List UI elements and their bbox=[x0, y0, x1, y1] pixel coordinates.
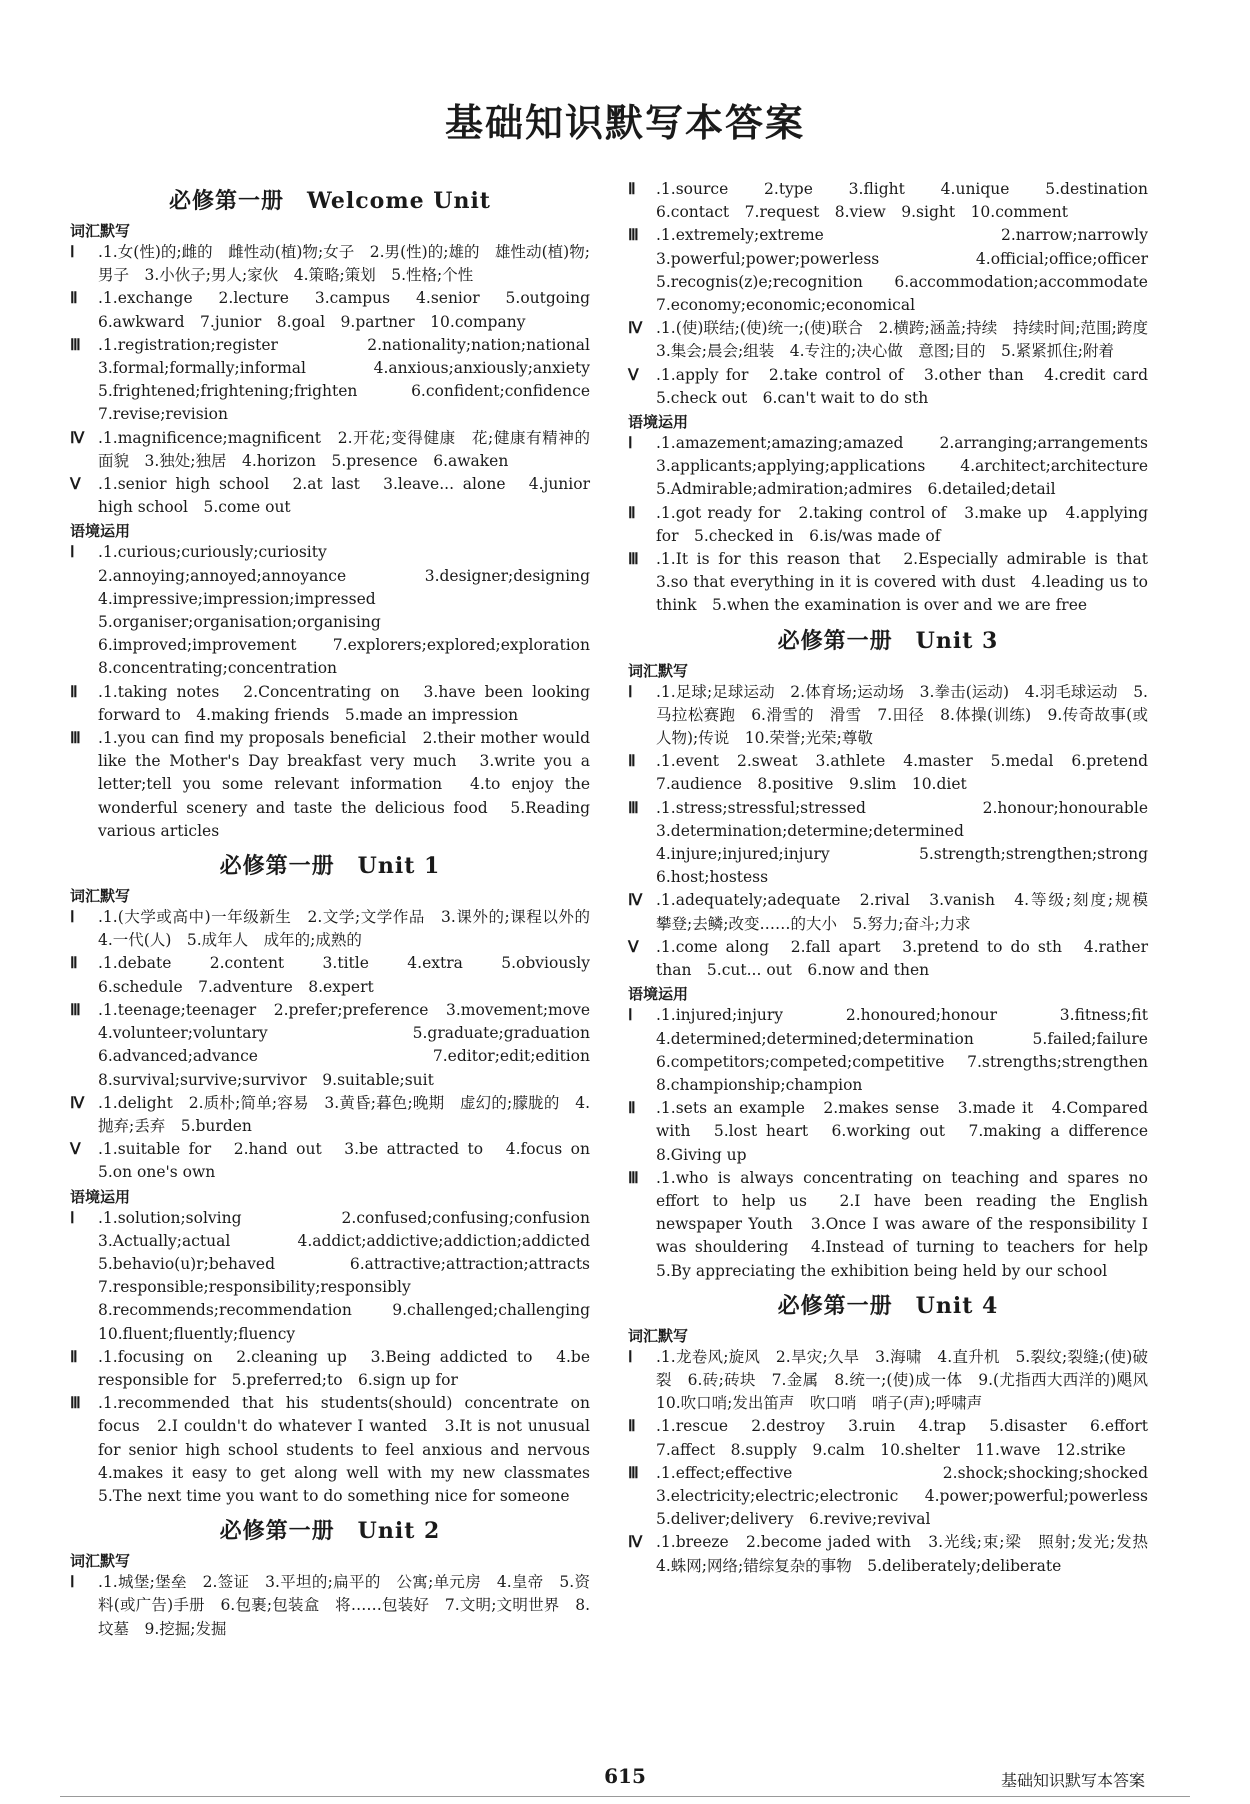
answer-entry bbox=[628, 1531, 1164, 1577]
entry-number: Ⅲ bbox=[70, 336, 81, 354]
answer-entry bbox=[628, 750, 1164, 796]
section-title: 必修第一册 Welcome Unit bbox=[169, 188, 491, 214]
entry-text: .1.event 2.sweat 3.athlete 4.master 5.medal 6.pretend 7.audience 8.positive 9.slim 10.diet bbox=[656, 752, 1164, 794]
entry-number: Ⅳ bbox=[628, 1534, 643, 1552]
footer-rule bbox=[60, 1796, 1190, 1797]
answer-entry bbox=[70, 1571, 590, 1641]
right-column bbox=[628, 178, 1164, 1578]
answer-entry bbox=[628, 432, 1164, 502]
entry-text: .1.龙卷风;旋风 2.旱灾;久旱 3.海啸 4.直升机 5.裂纹;裂缝;(使)破裂 6.砖;砖块 7.金属 8.统一;(使)成一体 9.(尤指西大西洋的)飓风 10.吹口哨;发出笛声 吹口哨 哨子(声);呼啸声 bbox=[656, 1347, 1164, 1413]
entry-text: .1.taking notes 2.Concentrating on 3.have been looking forward to 4.making friends 5.made an impression bbox=[98, 682, 590, 724]
entry-text: .1.got ready for 2.taking control of 3.make up 4.applying for 5.checked in 6.is/was made of bbox=[656, 503, 1148, 545]
answer-entry bbox=[628, 936, 1148, 982]
answer-entry bbox=[70, 1207, 606, 1346]
answer-entry bbox=[70, 952, 606, 998]
entry-number: Ⅰ bbox=[628, 1348, 633, 1366]
entry-text: .1.effect;effective 2.shock;shocking;shocked 3.electricity;electric;electronic 4.power;powerful;powerless 5.deliver;delivery 6.revive;revival bbox=[656, 1463, 1164, 1529]
entry-number: Ⅲ bbox=[628, 1169, 639, 1187]
page-title: 基础知识默写本答案 bbox=[444, 100, 805, 145]
subsection-label: 词汇默写 bbox=[70, 887, 131, 906]
entry-number: Ⅱ bbox=[70, 290, 78, 308]
entry-text: .1.injured;injury 2.honoured;honour 3.fitness;fit 4.determined;determined;determination 5.failed;failure 6.competitors;competed;competitive 7.strengths;strengthen 8.championship;champion bbox=[656, 1006, 1164, 1094]
answer-entry bbox=[628, 1346, 1164, 1416]
entry-text: .1.城堡;堡垒 2.签证 3.平坦的;扁平的 公寓;单元房 4.皇帝 5.资料(或广告)手册 6.包裹;包装盒 将……包装好 7.文明;文明世界 8.坟墓 9.挖掘;发掘 bbox=[98, 1573, 590, 1638]
entry-text: .1.足球;足球运动 2.体育场;运动场 3.拳击(运动) 4.羽毛球运动 5.马拉松赛跑 6.滑雪的 滑雪 7.田径 8.体操(训练) 9.传奇故事(或人物);传说 10.荣誉;光荣;尊敬 bbox=[656, 682, 1148, 748]
section-title: 必修第一册 Unit 2 bbox=[219, 1518, 441, 1545]
entry-number: Ⅰ bbox=[628, 1007, 633, 1025]
answer-entry bbox=[628, 1167, 1164, 1283]
entry-number: Ⅰ bbox=[70, 909, 75, 927]
entry-text: .1.apply for 2.take control of 3.other than 4.credit card 5.check out 6.can't wait to do sth bbox=[656, 365, 1164, 407]
left-column bbox=[70, 178, 606, 1641]
answer-entry bbox=[628, 548, 1164, 618]
entry-text: .1.teenage;teenager 2.prefer;preference 3.movement;move 4.volunteer;voluntary 5.graduate;graduation 6.advanced;advance 7.editor;edit;edition 8.survival;survive;survivor 9.suitable;suit bbox=[98, 1000, 606, 1089]
answer-entry bbox=[628, 502, 1148, 548]
section-title: 必修第一册 Unit 4 bbox=[777, 1292, 999, 1319]
answer-entry bbox=[70, 999, 606, 1092]
answer-entry bbox=[628, 1462, 1164, 1532]
entry-number: Ⅲ bbox=[628, 1464, 639, 1482]
entry-number: Ⅱ bbox=[628, 504, 636, 522]
entry-number: Ⅲ bbox=[628, 227, 639, 245]
entry-text: .1.curious;curiously;curiosity 2.annoying;annoyed;annoyance 3.designer;designing 4.impressive;impression;impressed 5.organiser;organisation;organising 6.improved;improvement 7.explorers;explored;exploration 8.concentrating;concentration bbox=[98, 543, 606, 678]
entry-number: Ⅰ bbox=[70, 544, 75, 562]
entry-number: Ⅱ bbox=[628, 1418, 636, 1436]
answer-entry bbox=[70, 1138, 606, 1184]
subsection-label: 词汇默写 bbox=[628, 1326, 689, 1345]
entry-number: Ⅱ bbox=[70, 1348, 78, 1366]
section-title: 必修第一册 Unit 3 bbox=[777, 627, 999, 654]
subsection-label: 语境运用 bbox=[628, 413, 689, 432]
subsection-label: 词汇默写 bbox=[70, 222, 131, 240]
entry-text: .1.focusing on 2.cleaning up 3.Being addicted to 4.be responsible for 5.preferred;to 6.sign up for bbox=[98, 1347, 590, 1389]
answer-entry bbox=[70, 1392, 606, 1508]
entry-text: .1.It is for this reason that 2.Especially admirable is that 3.so that everything in it is covered with dust 4.leading us to think 5.when the examination is over and we are free bbox=[656, 550, 1164, 615]
entry-text: .1.extremely;extreme 2.narrow;narrowly 3.powerful;power;powerless 4.official;office;officer 5.recognis(z)e;recognition 6.accommodation;accommodate 7.economy;economic;economical bbox=[656, 226, 1164, 315]
entry-text: .1.exchange 2.lecture 3.campus 4.senior 5.outgoing 6.awkward 7.junior 8.goal 9.partner 10.company bbox=[98, 289, 606, 331]
entry-number: Ⅲ bbox=[628, 551, 639, 569]
entry-number: Ⅰ bbox=[70, 1574, 75, 1592]
entry-number: Ⅰ bbox=[628, 683, 633, 701]
entry-text: .1.debate 2.content 3.title 4.extra 5.obviously 6.schedule 7.adventure 8.expert bbox=[98, 954, 606, 996]
entry-text: .1.solution;solving 2.confused;confusing;confusion 3.Actually;actual 4.addict;addictive;addiction;addicted 5.behavio(u)r;behaved 6.attractive;attraction;attracts 7.responsible;responsibility;responsibly 8.recommends;recommendation 9.challenged;challenging 10.fluent;fluently;fluency bbox=[98, 1208, 606, 1343]
entry-number: Ⅲ bbox=[70, 1001, 81, 1019]
entry-number: Ⅴ bbox=[628, 366, 639, 384]
answer-entry bbox=[628, 1004, 1164, 1097]
entry-number: Ⅳ bbox=[628, 892, 643, 910]
answer-entry bbox=[70, 1346, 590, 1392]
entry-number: Ⅰ bbox=[628, 435, 633, 453]
entry-text: .1.senior high school 2.at last 3.leave... alone 4.junior high school 5.come out bbox=[98, 475, 590, 517]
entry-text: .1.rescue 2.destroy 3.ruin 4.trap 5.disaster 6.effort 7.affect 8.supply 9.calm 10.shelter 11.wave 12.strike bbox=[656, 1417, 1164, 1459]
entry-number: Ⅴ bbox=[70, 1141, 81, 1159]
entry-text: .1.stress;stressful;stressed 2.honour;honourable 3.determination;determine;determined 4.injure;injured;injury 5.strength;strengthen;strong 6.host;hostess bbox=[656, 798, 1164, 887]
subsection-label: 语境运用 bbox=[628, 985, 689, 1004]
entry-text: .1.registration;register 2.nationality;nation;national 3.formal;formally;informal 4.anxious;anxiously;anxiety 5.frightened;frightening;frighten 6.confident;confidence 7.revise;revision bbox=[98, 335, 606, 424]
entry-number: Ⅳ bbox=[70, 1094, 85, 1112]
section-title: 必修第一册 Unit 1 bbox=[219, 853, 441, 880]
entry-text: .1.(使)联结;(使)统一;(使)联合 2.横跨;涵盖;持续 持续时间;范围;跨度 3.集会;晨会;组装 4.专注的;决心做 意图;目的 5.紧紧抓住;附着 bbox=[656, 319, 1164, 361]
entry-number: Ⅳ bbox=[628, 320, 643, 338]
entry-text: .1.who is always concentrating on teaching and spares no effort to help us 2.I have been reading the English newspaper Youth 3.Once I was aware of the responsibility I was shouldering 4.Instead of turning to teachers for help 5.By appreciating the exhibition being held by our school bbox=[656, 1168, 1164, 1280]
entry-number: Ⅰ bbox=[70, 1209, 75, 1227]
entry-number: Ⅲ bbox=[70, 1395, 81, 1413]
entry-text: .1.suitable for 2.hand out 3.be attracted to 4.focus on 5.on one's own bbox=[98, 1140, 606, 1182]
entry-text: .1.source 2.type 3.flight 4.unique 5.destination 6.contact 7.request 8.view 9.sight 10.comment bbox=[656, 180, 1164, 222]
answer-entry bbox=[628, 317, 1164, 363]
answer-entry bbox=[628, 681, 1148, 751]
entry-number: Ⅲ bbox=[628, 799, 639, 817]
answer-entry bbox=[70, 473, 590, 519]
running-title: 基础知识默写本答案 bbox=[1000, 1771, 1145, 1790]
entry-text: .1.sets an example 2.makes sense 3.made it 4.Compared with 5.lost heart 6.working out 7.making a difference 8.Giving up bbox=[656, 1099, 1164, 1164]
entry-number: Ⅱ bbox=[628, 181, 636, 198]
answer-entry bbox=[628, 224, 1164, 317]
subsection-label: 语境运用 bbox=[70, 522, 131, 541]
answer-entry bbox=[628, 1097, 1164, 1167]
answer-entry bbox=[628, 364, 1164, 410]
entry-number: Ⅴ bbox=[70, 476, 81, 494]
entry-number: Ⅱ bbox=[628, 1100, 636, 1118]
answer-entry bbox=[70, 906, 606, 952]
entry-text: .1.delight 2.质朴;简单;容易 3.黄昏;暮色;晚期 虚幻的;朦胧的 4.抛弃;丢弃 5.burden bbox=[98, 1093, 590, 1135]
entry-text: .1.breeze 2.become jaded with 3.光线;束;梁 照射;发光;发热 4.蛛网;网络;错综复杂的事物 5.deliberately;deliberate bbox=[656, 1533, 1164, 1575]
entry-text: .1.女(性)的;雌的 雌性动(植)物;女子 2.男(性)的;雄的 雄性动(植)物;男子 3.小伙子;男人;家伙 4.策略;策划 5.性格;个性 bbox=[98, 243, 590, 285]
entry-number: Ⅳ bbox=[70, 429, 85, 447]
answer-entry bbox=[70, 541, 606, 680]
entry-text: .1.adequately;adequate 2.rival 3.vanish 4.等级;刻度;规模 攀登;去鳞;改变……的大小 5.努力;奋斗;力求 bbox=[656, 891, 1164, 933]
answer-entry bbox=[70, 681, 590, 727]
answer-entry bbox=[628, 178, 1164, 224]
answer-entry bbox=[70, 241, 590, 287]
entry-text: .1.you can find my proposals beneficial 2.their mother would like the Mother's Day breakfast very much 3.write you a letter;tell you some relevant information 4.to enjoy the wonderful scenery and taste the delicious food 5.Reading various articles bbox=[98, 729, 590, 840]
answer-entry bbox=[70, 727, 590, 843]
entry-text: .1.magnificence;magnificent 2.开花;变得健康 花;健康有精神的面貌 3.独处;独居 4.horizon 5.presence 6.awaken bbox=[98, 428, 590, 470]
answer-entry bbox=[70, 1092, 590, 1138]
entry-number: Ⅲ bbox=[70, 730, 81, 748]
page-number: 615 bbox=[604, 1764, 646, 1788]
answer-entry bbox=[628, 797, 1164, 890]
answer-entry bbox=[70, 287, 606, 333]
entry-number: Ⅴ bbox=[628, 938, 639, 956]
entry-text: .1.recommended that his students(should) concentrate on focus 2.I couldn't do whatever I wanted 3.It is not unusual for senior high school students to feel anxious and nervous 4.makes it easy to get along well with my new classmates 5.The next time you want to do something nice for someone bbox=[98, 1394, 606, 1505]
entry-text: .1.(大学或高中)一年级新生 2.文学;文学作品 3.课外的;课程以外的 4.一代(人) 5.成年人 成年的;成熟的 bbox=[98, 908, 606, 950]
entry-number: Ⅱ bbox=[628, 753, 636, 771]
subsection-label: 语境运用 bbox=[70, 1187, 131, 1206]
subsection-label: 词汇默写 bbox=[70, 1552, 131, 1571]
entry-number: Ⅱ bbox=[70, 955, 78, 973]
entry-text: .1.amazement;amazing;amazed 2.arranging;arrangements 3.applicants;applying;applications 4.architect;architecture 5.Admirable;admiration;admires 6.detailed;detail bbox=[656, 434, 1164, 499]
answer-entry bbox=[70, 334, 606, 427]
answer-entry bbox=[628, 889, 1164, 935]
entry-number: Ⅰ bbox=[70, 244, 75, 261]
subsection-label: 词汇默写 bbox=[628, 661, 689, 680]
answer-entry bbox=[70, 427, 590, 473]
entry-text: .1.come along 2.fall apart 3.pretend to do sth 4.rather than 5.cut... out 6.now and then bbox=[656, 937, 1148, 980]
entry-number: Ⅱ bbox=[70, 683, 78, 701]
answer-entry bbox=[628, 1415, 1164, 1461]
